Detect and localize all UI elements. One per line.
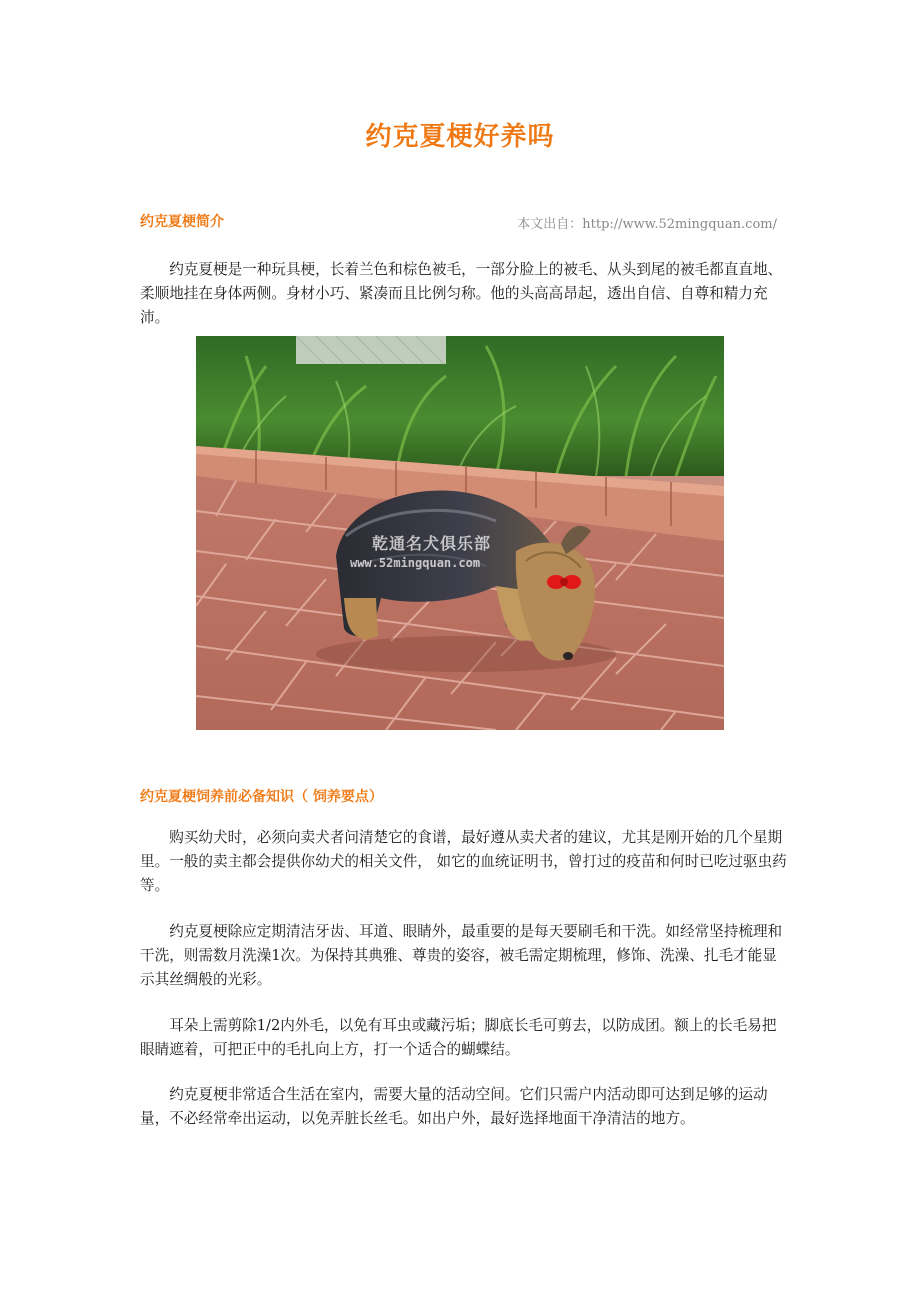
section-heading-intro: 约克夏梗简介 xyxy=(140,214,224,230)
page-title: 约克夏梗好养吗 xyxy=(365,122,555,152)
intro-paragraph: 约克夏梗是一种玩具梗，长着兰色和棕色被毛，一部分脸上的被毛、从头到尾的被毛都直直地、柔顺地挂在身体两侧。身材小巧、紧凑而且比例匀称。他的头高高昂起，透出自信、自尊和精力充沛。 xyxy=(140,261,783,326)
care-paragraph-1: 购买幼犬时，必须向卖犬者问清楚它的食谱，最好遵从卖犬者的建议，尤其是刚开始的几个星期里。一般的卖主都会提供你幼犬的相关文件， 如它的血统证明书，曾打过的疫苗和何时已吃过驱虫药等。 xyxy=(140,829,787,894)
watermark-url: www.52mingquan.com xyxy=(350,556,481,570)
watermark-name: 乾通名犬俱乐部 xyxy=(372,534,492,553)
section-heading-care: 约克夏梗饲养前必备知识（ 饲养要点） xyxy=(140,789,383,805)
source-citation: 本文出自：http://www.52mingquan.com/ xyxy=(517,217,777,232)
care-paragraph-2: 约克夏梗除应定期清洁牙齿、耳道、眼睛外，最重要的是每天要刷毛和干洗。如经常坚持梳理和干洗，则需数月洗澡1次。为保持其典雅、尊贵的姿容，被毛需定期梳理，修饰、洗澡、扎毛才能显示其丝绸般的光彩。 xyxy=(140,923,783,988)
care-paragraph-4: 约克夏梗非常适合生活在室内，需要大量的活动空间。它们只需户内活动即可达到足够的运动量，不必经常牵出运动，以免弄脏长丝毛。如出户外，最好选择地面干净清洁的地方。 xyxy=(140,1086,768,1127)
care-paragraph-3: 耳朵上需剪除1/2内外毛，以免有耳虫或藏污垢；脚底长毛可剪去，以防成团。额上的长毛易把眼睛遮着，可把正中的毛扎向上方，打一个适合的蝴蝶结。 xyxy=(140,1017,777,1058)
